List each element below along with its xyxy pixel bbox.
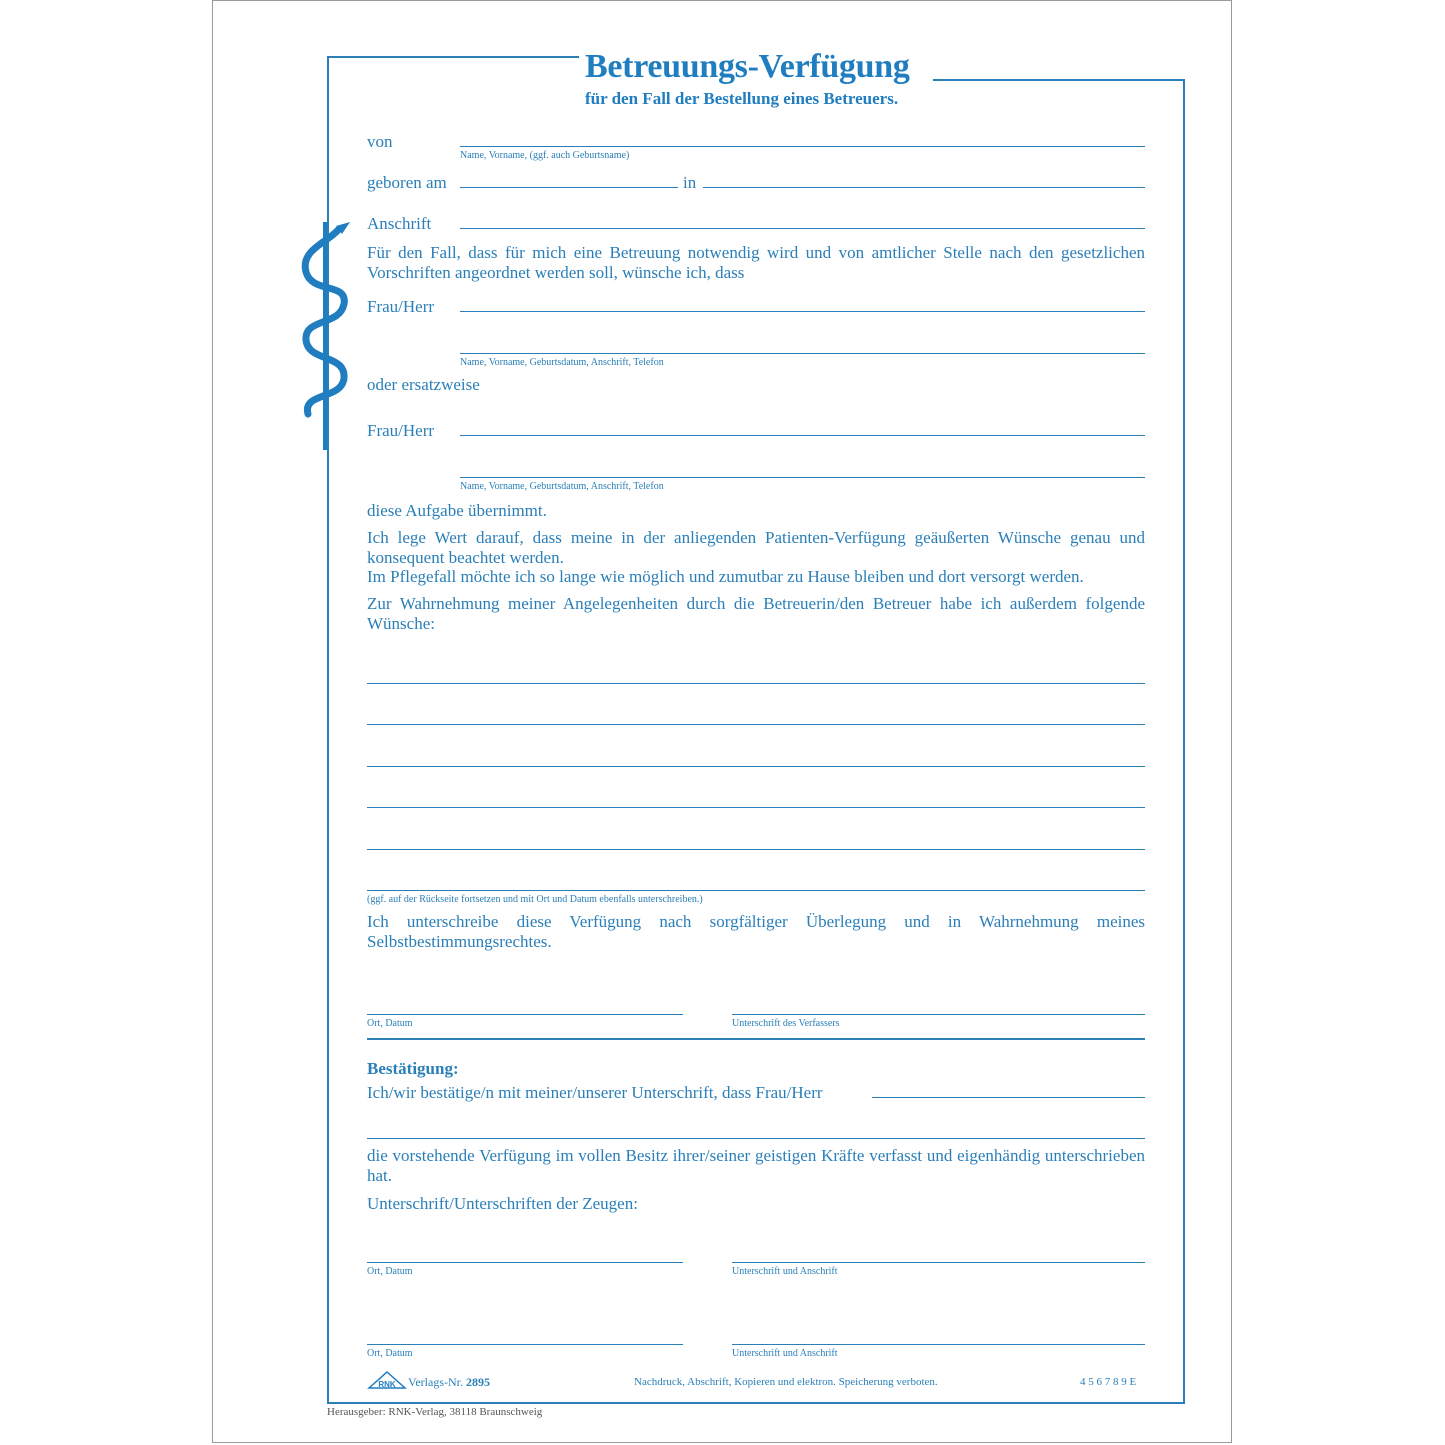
svg-text:RNK: RNK	[378, 1380, 396, 1389]
frau-herr-label-1: Frau/Herr	[367, 297, 435, 316]
ort-datum-hint-1: Ort, Datum	[367, 1018, 413, 1029]
frame-top-right	[933, 79, 1185, 81]
bestaetigung-line1: Ich/wir bestätige/n mit meiner/unserer Unterschrift, dass Frau/Herr	[367, 1083, 823, 1102]
ort-datum-hint-3: Ort, Datum	[367, 1348, 413, 1359]
bestaetigung-heading: Bestätigung:	[367, 1059, 459, 1078]
pflegefall-paragraph: Im Pflegefall möchte ich so lange wie möglich und zumutbar zu Hause bleiben und dort versorgt werden.	[367, 567, 1084, 586]
von-hint: Name, Vorname, (ggf. auch Geburtsname)	[460, 150, 630, 161]
betreuer-field-1a[interactable]	[460, 311, 1145, 312]
geboren-label: geboren am	[367, 173, 447, 192]
wunsch-line-6[interactable]	[367, 890, 1145, 891]
wert-paragraph: Ich lege Wert darauf, dass meine in der anliegenden Patienten-Verfügung geäußerten Wünsche genau und konsequent beachtet werden.	[367, 528, 1145, 567]
wunsch-line-1[interactable]	[367, 683, 1145, 684]
bestaetigung-name-field-a[interactable]	[872, 1097, 1145, 1098]
bestaetigung-line2: die vorstehende Verfügung im vollen Besitz ihrer/seiner geistigen Kräfte verfasst und eigenhändig unterschrieben hat.	[367, 1146, 1145, 1185]
betreuer-field-2a[interactable]	[460, 435, 1145, 436]
frame-top-left	[327, 56, 579, 58]
ort-datum-field-2[interactable]	[367, 1262, 683, 1263]
verlags-nr	[408, 1375, 490, 1390]
zeugen-label: Unterschrift/Unterschriften der Zeugen:	[367, 1194, 638, 1213]
anschrift-field[interactable]	[460, 228, 1145, 229]
ort-datum-field-1[interactable]	[367, 1014, 683, 1015]
geburtsort-field[interactable]	[703, 187, 1145, 188]
unterschrift-verfasser-hint: Unterschrift des Verfassers	[732, 1018, 840, 1029]
section-divider	[367, 1038, 1145, 1040]
rueckseite-hint: (ggf. auf der Rückseite fortsetzen und mit Ort und Datum ebenfalls unterschreiben.)	[367, 894, 703, 905]
anschrift-label: Anschrift	[367, 214, 432, 233]
page-title: Betreuungs-Verfügung	[585, 48, 910, 85]
frau-herr-label-2: Frau/Herr	[367, 421, 435, 440]
rnk-logo	[367, 1370, 407, 1390]
frame-right	[1183, 79, 1185, 1404]
bestaetigung-name-field-b[interactable]	[367, 1138, 1145, 1139]
herausgeber: Herausgeber: RNK-Verlag, 38118 Braunschweig	[327, 1406, 543, 1418]
wunsch-line-2[interactable]	[367, 724, 1145, 725]
betreuer-field-1b[interactable]	[460, 353, 1145, 354]
form-code: 4 5 6 7 8 9 E	[1080, 1376, 1137, 1388]
zeuge-unterschrift-field-1[interactable]	[732, 1262, 1145, 1263]
aufgabe-text: diese Aufgabe übernimmt.	[367, 501, 547, 520]
verlags-prefix: Verlags-Nr.	[408, 1375, 463, 1389]
zeuge-unterschrift-hint-2: Unterschrift und Anschrift	[732, 1348, 838, 1359]
betreuer-hint-2: Name, Vorname, Geburtsdatum, Anschrift, Telefon	[460, 481, 664, 492]
unterschrift-verfasser-field[interactable]	[732, 1014, 1145, 1015]
aesculapian-staff-icon	[298, 222, 354, 454]
wunsch-line-3[interactable]	[367, 766, 1145, 767]
betreuer-field-2b[interactable]	[460, 477, 1145, 478]
betreuer-hint-1: Name, Vorname, Geburtsdatum, Anschrift, Telefon	[460, 357, 664, 368]
von-field[interactable]	[460, 146, 1145, 147]
von-label: von	[367, 132, 393, 151]
form-sheet	[212, 0, 1232, 1443]
unterschreibe-paragraph: Ich unterschreibe diese Verfügung nach sorgfältiger Überlegung und in Wahrnehmung meines Selbstbestimmungsrechtes.	[367, 912, 1145, 951]
ort-datum-hint-2: Ort, Datum	[367, 1266, 413, 1277]
intro-paragraph: Für den Fall, dass für mich eine Betreuung notwendig wird und von amtlicher Stelle nach den gesetzlichen Vorschriften angeordnet werden soll, wünsche ich, dass	[367, 243, 1145, 282]
wunsch-line-5[interactable]	[367, 849, 1145, 850]
zeuge-unterschrift-field-2[interactable]	[732, 1344, 1145, 1345]
zeuge-unterschrift-hint-1: Unterschrift und Anschrift	[732, 1266, 838, 1277]
frame-bottom	[327, 1402, 1185, 1404]
geburtsdatum-field[interactable]	[460, 187, 678, 188]
oder-ersatzweise: oder ersatzweise	[367, 375, 480, 394]
verlags-number: 2895	[465, 1375, 490, 1389]
wahrnehmung-paragraph: Zur Wahrnehmung meiner Angelegenheiten durch die Betreuerin/den Betreuer habe ich außerdem folgende Wünsche:	[367, 594, 1145, 633]
wunsch-line-4[interactable]	[367, 807, 1145, 808]
copyright-notice: Nachdruck, Abschrift, Kopieren und elektron. Speicherung verboten.	[634, 1376, 938, 1388]
ort-datum-field-3[interactable]	[367, 1344, 683, 1345]
in-label: in	[683, 173, 697, 192]
page-subtitle: für den Fall der Bestellung eines Betreuers.	[585, 89, 899, 108]
